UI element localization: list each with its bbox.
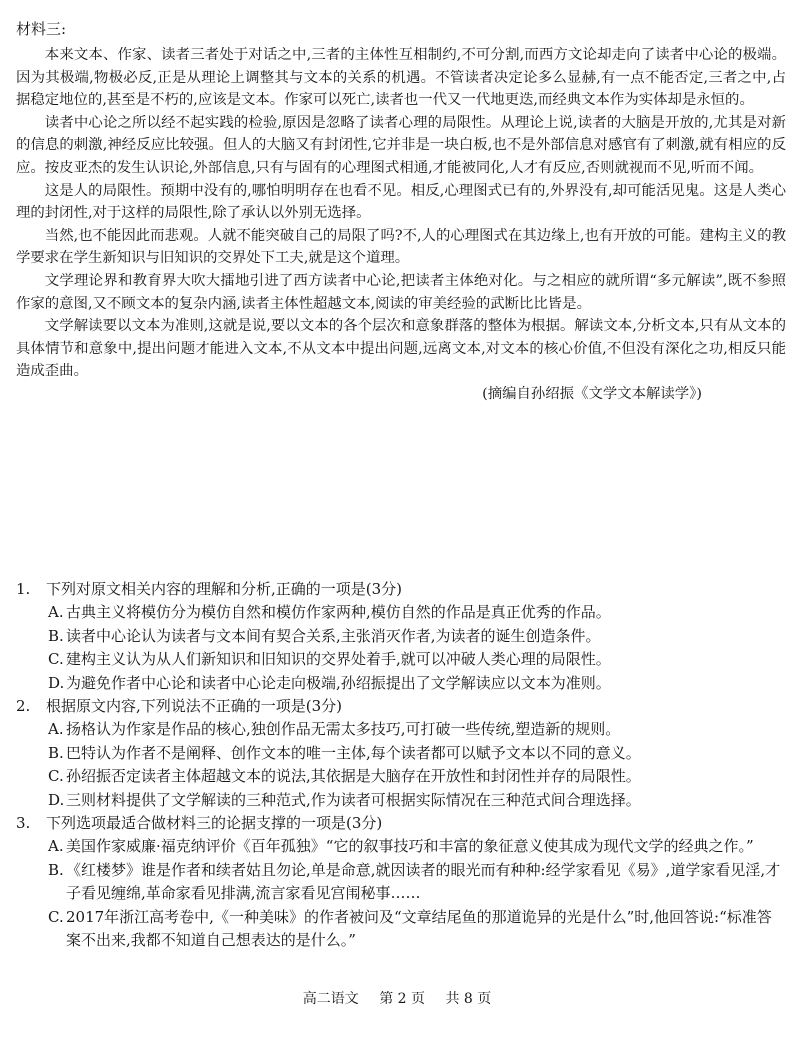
option-text: 扬格认为作家是作品的核心,独创作品无需太多技巧,可打破一些传统,塑造新的规则。: [66, 720, 621, 739]
option-letter: A.: [48, 837, 64, 856]
question-1: [16, 578, 786, 695]
option-c: [16, 648, 786, 671]
option-letter: D.: [48, 790, 65, 809]
question-stem: 下列对原文相关内容的理解和分析,正确的一项是(3分): [46, 580, 403, 598]
option-letter: B.: [48, 626, 64, 645]
question-number: 1.: [16, 580, 31, 598]
option-text: 美国作家威廉·福克纳评价《百年孤独》“它的叙事技巧和丰富的象征意义使其成为现代文学的经典之作。”: [66, 837, 754, 856]
option-text: 巴特认为作者不是阐释、创作文本的唯一主体,每个读者都可以赋予文本以不同的意义。: [66, 743, 641, 762]
option-text: 为避免作者中心论和读者中心论走向极端,孙绍振提出了文学解读应以文本为准则。: [66, 673, 611, 692]
passage-paragraph: 读者中心论之所以经不起实践的检验,原因是忽略了读者心理的局限性。从理论上说,读者的大脑是开放的,尤其是对新的信息的刺激,神经反应比较强。但人的大脑又有封闭性,它并非是一块白板,也不是外部信息对感官有了刺激,就有相应的反应。按皮亚杰的发生认识论,外部信息,只有与固有的心理图式相通,才能被同化,人才有反应,否则就视而不见,听而不闻。: [16, 114, 786, 176]
passage-label: 材料三:: [16, 20, 67, 38]
option-letter: A.: [48, 603, 64, 622]
option-text: 建构主义认为从人们新知识和旧知识的交界处着手,就可以冲破人类心理的局限性。: [66, 650, 611, 669]
option-c: [16, 906, 786, 953]
option-text: 2017年浙江高考卷中,《一种美味》的作者被问及“文章结尾鱼的那道诡异的光是什么”时,他回答说:“标准答案不出来,我都不知道自己想表达的是什么。”: [66, 907, 772, 950]
option-d: [16, 672, 786, 695]
option-text: 古典主义将模仿分为模仿自然和模仿作家两种,模仿自然的作品是真正优秀的作品。: [66, 603, 611, 622]
passage-body: [16, 44, 786, 406]
option-text: 读者中心论认为读者与文本间有契合关系,主张消灭作者,为读者的诞生创造条件。: [66, 626, 601, 645]
page-footer: [0, 988, 794, 1008]
passage-paragraph: 这是人的局限性。预期中没有的,哪怕明明存在也看不见。相反,心理图式已有的,外界没有,却可能活见鬼。这是人类心理的封闭性,对于这样的局限性,除了承认以外别无选择。: [16, 182, 786, 222]
option-letter: A.: [48, 720, 64, 739]
question-list: [16, 578, 786, 953]
option-letter: B.: [48, 743, 64, 762]
footer-subject: 高二语文: [302, 991, 359, 1007]
footer-total-pages: 共 8 页: [445, 991, 492, 1007]
option-b: [16, 742, 786, 765]
option-c: [16, 765, 786, 788]
question-2: [16, 695, 786, 812]
option-text: 《红楼梦》谁是作者和续者姑且勿论,单是命意,就因读者的眼光而有种种:经学家看见《易》,道学家看见淫,才子看见缠绵,革命家看见排满,流言家看见宫闱秘事……: [66, 860, 781, 903]
question-stem: 下列选项最适合做材料三的论据支撑的一项是(3分): [46, 814, 383, 833]
option-letter: D.: [48, 673, 65, 692]
option-a: [16, 835, 786, 858]
option-text: 孙绍振否定读者主体超越文本的说法,其依据是大脑存在开放性和封闭性并存的局限性。: [66, 767, 641, 786]
option-d: [16, 789, 786, 812]
option-letter: C.: [48, 907, 64, 926]
passage-source: (摘编自孙绍振《文学文本解读学》): [482, 385, 702, 402]
option-b: [16, 859, 786, 906]
question-stem: 根据原文内容,下列说法不正确的一项是(3分): [46, 697, 343, 716]
option-a: [16, 601, 786, 624]
passage-paragraph: 文学解读要以文本为准则,这就是说,要以文本的各个层次和意象群落的整体为根据。解读文本,分析文本,只有从文本的具体情节和意象中,提出问题才能进入文本,不从文本中提出问题,远离文本,对文本的核心价值,不但没有深化之功,相反只能造成歪曲。: [16, 318, 786, 380]
question-number: 3.: [16, 814, 31, 833]
question-3: [16, 812, 786, 952]
option-letter: C.: [48, 650, 64, 669]
passage-paragraph: 本来文本、作家、读者三者处于对话之中,三者的主体性互相制约,不可分割,而西方文论却走向了读者中心论的极端。因为其极端,物极必反,正是从理论上调整其与文本的关系的机遇。不管读者决定论多么显赫,有一点不能否定,三者之中,占据稳定地位的,甚至是不朽的,应该是文本。作家可以死亡,读者也一代又一代地更迭,而经典文本作为实体却是永恒的。: [16, 47, 786, 109]
option-letter: C.: [48, 767, 64, 786]
option-letter: B.: [48, 860, 64, 879]
passage-paragraph: 当然,也不能因此而悲观。人就不能突破自己的局限了吗?不,人的心理图式在其边缘上,也有开放的可能。建构主义的教学要求在学生新知识与旧知识的交界处下工夫,就是这个道理。: [16, 227, 786, 267]
option-a: [16, 718, 786, 741]
footer-page-number: 第 2 页: [379, 991, 425, 1007]
passage-paragraph: 文学理论界和教育界大吹大擂地引进了西方读者中心论,把读者主体绝对化。与之相应的就所谓“多元解读”,既不参照作家的意图,又不顾文本的复杂内涵,读者主体性超越文本,阅读的审美经验的武断比比皆是。: [16, 272, 786, 312]
question-number: 2.: [16, 697, 31, 716]
option-text: 三则材料提供了文学解读的三种范式,作为读者可根据实际情况在三种范式间合理选择。: [66, 790, 641, 809]
option-b: [16, 625, 786, 648]
